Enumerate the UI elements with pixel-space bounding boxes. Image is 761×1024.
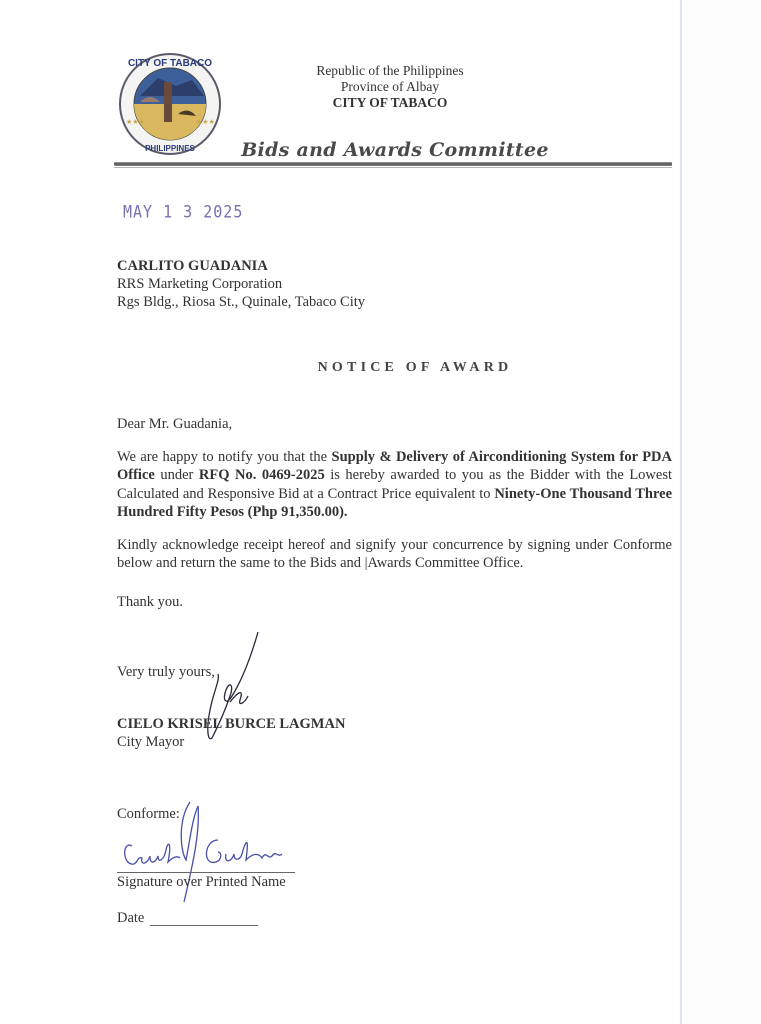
- signer-title: City Mayor: [117, 734, 185, 750]
- acknowledge-paragraph: Kindly acknowledge receipt hereof and signify your concurrence by signing under Conforme below and return the same to the Bids and |Awards Committee Office.: [117, 537, 672, 572]
- p1-text-c: is hereby awarded to you as the Bidder with the Lowest Calculated and Responsive Bid at a Contract Price equivalent to: [117, 467, 672, 502]
- salutation: Dear Mr. Guadania,: [117, 416, 233, 432]
- date-label: Date: [117, 910, 145, 926]
- contract-amount: Ninety-One Thousand Three Hundred Fifty Pesos (Php 91,350.00).: [117, 485, 672, 521]
- closing-phrase: Very truly yours,: [117, 664, 215, 680]
- header-rule-thin: [114, 167, 672, 168]
- addressee-address: Rgs Bldg., Riosa St., Quinale, Tabaco City: [117, 294, 366, 310]
- letterhead-province: Province of Albay: [340, 79, 440, 94]
- p1-text-b: under: [154, 467, 199, 484]
- addressee-name: CARLITO GUADANIA: [117, 258, 268, 274]
- addressee-block: [117, 257, 365, 311]
- committee-name: Bids and Awards Committee: [241, 139, 549, 161]
- date-field-line: [150, 925, 258, 926]
- notice-title: NOTICE OF AWARD: [317, 360, 513, 375]
- svg-text:★★★: ★★★: [126, 118, 145, 126]
- rfq-number: RFQ No. 0469-2025: [198, 467, 325, 484]
- award-paragraph: [117, 448, 672, 522]
- conforme-signature: [118, 800, 298, 910]
- page-margin: [682, 0, 761, 1024]
- date-stamp: MAY 1 3 2025: [123, 201, 244, 223]
- conforme-label: Conforme:: [117, 806, 180, 822]
- header-rule: [114, 162, 672, 166]
- svg-text:PHILIPPINES: PHILIPPINES: [145, 144, 195, 153]
- signature-caption: Signature over Printed Name: [117, 874, 286, 890]
- project-name: Supply & Delivery of Airconditioning System for PDA Office: [117, 449, 673, 484]
- letterhead: [240, 63, 540, 111]
- thank-you: Thank you.: [117, 594, 184, 610]
- p1-text-a: We are happy to notify you that the: [117, 449, 332, 465]
- signature-line: [117, 872, 295, 873]
- page-edge-line: [680, 0, 682, 1024]
- svg-text:★★★: ★★★: [196, 118, 215, 126]
- signer-name: CIELO KRISEL BURCE LAGMAN: [117, 716, 346, 732]
- letterhead-city: CITY OF TABACO: [332, 95, 448, 110]
- addressee-company: RRS Marketing Corporation: [117, 276, 283, 292]
- svg-text:CITY OF TABACO: CITY OF TABACO: [127, 58, 213, 69]
- city-seal-logo: [118, 52, 222, 156]
- letterhead-republic: Republic of the Philippines: [316, 63, 464, 78]
